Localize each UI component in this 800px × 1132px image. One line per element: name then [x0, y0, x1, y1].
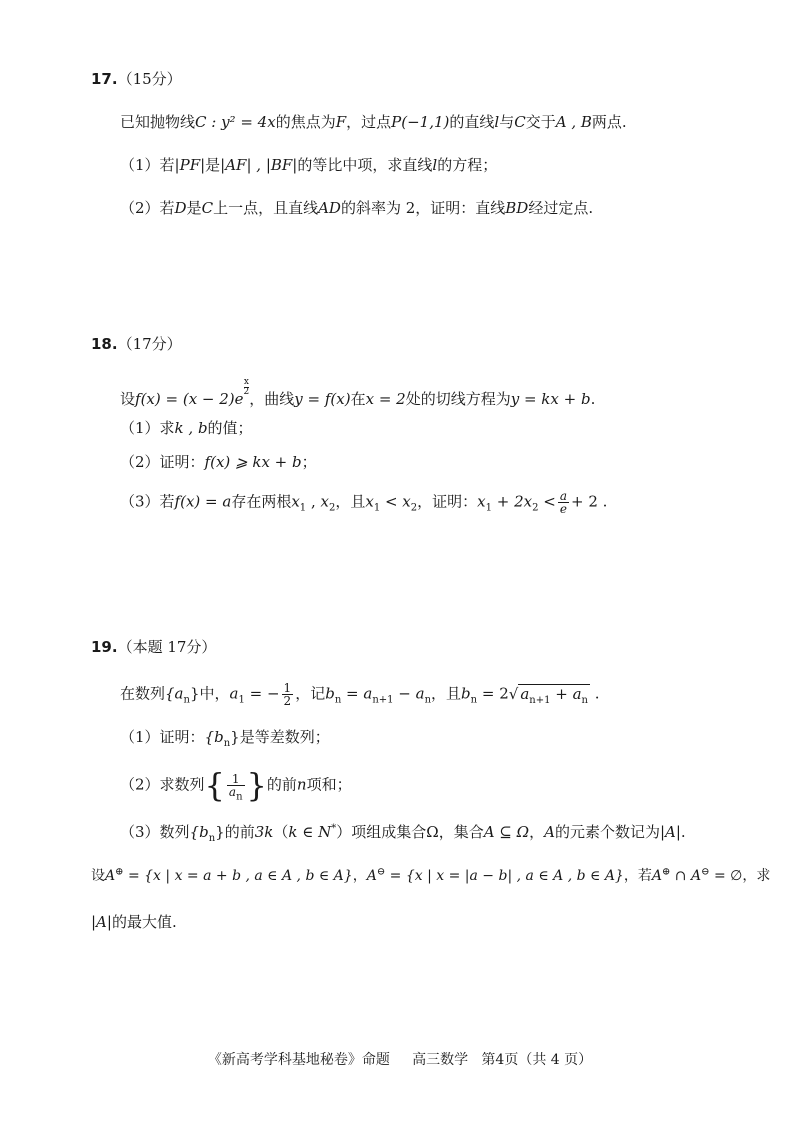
q17-p2-line-bd: BD — [505, 199, 529, 217]
q17-p2-text-a: （2）若 — [120, 199, 175, 217]
q18-p2-text-b: ； — [301, 453, 317, 471]
q18-p3-proof-lt: < — [538, 492, 556, 511]
q18-p1-kb: k , b — [174, 419, 208, 437]
q19-bn-sub: n — [334, 694, 342, 706]
q17-p2-text-b: 是 — [186, 199, 202, 217]
q19-rad-a: a — [520, 684, 530, 703]
q19-p1-seq-close: } — [230, 728, 240, 746]
q19-p3-cap-a: A — [651, 868, 662, 884]
q18-p3-root-x1-sub: 1 — [299, 502, 307, 514]
q18-p3-root-x1: x — [291, 492, 300, 511]
q19-bn2-eq: = 2 — [477, 684, 509, 703]
q18-p3-order-x1: x — [365, 492, 374, 511]
q19-p3-cap-a-sup: ⊕ — [661, 866, 671, 878]
q19-p3-l2-text-c: ，若 — [623, 868, 652, 884]
q18-p3-fraction-num: a — [559, 489, 567, 503]
q19-p3-a-plus-def: = {x | x = a + b , a ∈ A , b ∈ A} — [123, 868, 353, 884]
q19-a1-eq: = − — [244, 684, 280, 703]
q18-p3-proof-2x2: + 2x — [492, 492, 533, 511]
q19-p3-a-minus-sup: ⊖ — [376, 866, 386, 878]
q19-stem-text-d: ，且 — [431, 684, 462, 703]
q19-number: 19. — [91, 638, 118, 656]
q17-stem-text-e: 与 — [499, 113, 515, 131]
q17-p1-text-d: 的方程； — [437, 156, 498, 174]
q18-header — [91, 334, 182, 354]
q19-a1: a — [229, 684, 239, 703]
q18-stem-text-a: 设 — [120, 390, 136, 408]
q19-seq-an-close: } — [189, 684, 200, 703]
q18-p3-order-x2-sub: 2 — [410, 502, 418, 514]
q19-p3-k-in-n: k ∈ N — [288, 823, 332, 841]
q17-p2-curve-c: C — [201, 199, 214, 217]
q17-part-2 — [120, 198, 593, 218]
q19-p3-star: * — [331, 823, 337, 834]
q19-bn-eq: = a — [341, 684, 373, 703]
q17-p1-text-c: 的等比中项，求直线 — [297, 156, 433, 174]
q19-p3-seq-close: } — [215, 823, 225, 841]
q19-part-3 — [120, 822, 686, 842]
q17-p2-line-ad: AD — [318, 199, 341, 217]
q18-part-1 — [120, 418, 253, 438]
q19-p3-abs-a: |A| — [659, 823, 681, 841]
q17-part-1 — [120, 155, 497, 175]
q19-p3-text-f: ， — [529, 823, 545, 841]
q17-stem-text-g: 两点. — [591, 113, 627, 131]
q19-half-fraction — [282, 682, 294, 707]
q18-x-equals-2: x = 2 — [365, 390, 406, 408]
q19-half-num: 1 — [283, 681, 292, 695]
q18-p1-text-b: 的值； — [207, 419, 253, 437]
q18-p3-less-than: < — [380, 492, 403, 511]
q18-p3-proof-x1: x — [477, 492, 486, 511]
q19-p2-den-sub: n — [236, 791, 243, 803]
q19-p3-l2-text-b: ， — [352, 868, 367, 884]
q17-stem-text-d: 的直线 — [449, 113, 495, 131]
q17-p2-text-d: 的斜率为 2，证明：直线 — [340, 199, 506, 217]
q19-p2-brace-open: { — [204, 766, 225, 805]
q19-bn-eq-sub: n+1 — [372, 694, 394, 706]
q18-curve: y = f(x) — [294, 390, 351, 408]
q19-p3-l2-text-a: 设 — [91, 868, 105, 884]
q17-stem-text-b: 的焦点为 — [275, 113, 336, 131]
q19-p3-text-d: ）项组成集合 — [336, 823, 427, 841]
q19-p3-text-e: ，集合 — [438, 823, 484, 841]
q19-bn2: b — [461, 684, 471, 703]
q18-tangent-eq: y = kx + b — [510, 390, 591, 408]
q18-exponent-den: 2 — [243, 387, 250, 397]
q17-stem-text-a: 已知抛物线 — [120, 113, 196, 131]
q18-p3-f-equals-a: f(x) = a — [174, 492, 232, 511]
q19-p2-text-b: 的前 — [266, 775, 297, 794]
q19-half-den: 2 — [283, 694, 292, 708]
q19-header — [91, 637, 216, 657]
q17-stem-text-f: 交于 — [525, 113, 556, 131]
q19-stem — [120, 682, 600, 707]
q17-header — [91, 69, 182, 89]
q18-score: （17分） — [117, 335, 182, 353]
q19-p3-seq-sub: n — [208, 833, 216, 844]
q19-p3-text-h: . — [680, 823, 686, 841]
q18-p2-inequality: f(x) ⩾ kx + b — [204, 453, 302, 471]
q19-stem-text-e: . — [589, 684, 600, 703]
q18-stem-text-e: . — [590, 390, 596, 408]
q19-p3-text-g: 的元素个数记为 — [554, 823, 660, 841]
q19-p3-set-a: A — [544, 823, 555, 841]
q18-stem-text-c: 在 — [350, 390, 366, 408]
q19-seq-an-sub: n — [183, 694, 190, 706]
q19-bn-minus-sub: n — [424, 694, 432, 706]
q19-p1-text-a: （1）证明： — [120, 728, 205, 746]
q17-parabola-eq: C : y² = 4x — [195, 113, 276, 131]
q18-p3-root-x2: x — [320, 492, 329, 511]
q18-p3-root-x2-sub: 2 — [328, 502, 336, 514]
q19-part-3-line-3 — [91, 912, 177, 932]
q18-number: 18. — [91, 335, 118, 353]
q19-sqrt: √ $a_{n+1} + a_n$ — [508, 684, 588, 706]
q19-p1-seq: {b — [204, 728, 224, 746]
q19-p3-cap-end: = ∅ — [709, 868, 743, 884]
q19-p2-brace-close: } — [246, 766, 267, 805]
q19-p3-l2-text-d: ，求 — [742, 868, 771, 884]
q17-p1-text-b: 是 — [205, 156, 221, 174]
q17-score: （15分） — [117, 70, 182, 88]
q19-a1-sub: 1 — [238, 694, 245, 706]
q19-p3-omega: Ω — [426, 823, 439, 841]
q18-p3-comma: , — [306, 492, 321, 511]
q19-p3-3k: 3k — [254, 823, 274, 841]
q17-points-ab: A , B — [555, 113, 592, 131]
q19-p3-a-minus-def: = {x | x = |a − b| , a ∈ A , b ∈ A} — [385, 868, 624, 884]
q19-score: （本题 17分） — [117, 638, 217, 656]
q19-p2-fraction-den — [227, 785, 245, 803]
q18-p1-text-a: （1）求 — [120, 419, 175, 437]
q17-p1-af-bf: |AF| , |BF| — [220, 156, 298, 174]
q18-stem-text-b: ，曲线 — [249, 390, 295, 408]
q18-p3-text-a: （3）若 — [120, 492, 175, 511]
q18-stem — [120, 378, 595, 409]
q17-p2-text-e: 经过定点. — [528, 199, 594, 217]
q19-part-2 — [120, 766, 352, 805]
q19-p3-cap-b-sup: ⊖ — [701, 866, 710, 878]
q19-p3-text-c: （ — [273, 823, 289, 841]
q19-p2-fraction-num: 1 — [227, 773, 245, 786]
q18-p3-proof-2x2-sub: 2 — [532, 502, 539, 514]
q18-stem-text-d: 处的切线方程为 — [405, 390, 511, 408]
q19-rad-plus: + a — [550, 684, 582, 703]
q19-bn2-sub: n — [470, 694, 478, 706]
q19-p2-n: n — [296, 775, 307, 794]
q19-p3-l3-abs-a: |A| — [91, 913, 112, 931]
q19-p1-seq-sub: n — [223, 738, 231, 749]
q19-p3-l3-text-b: 的最大值. — [111, 913, 177, 931]
q18-p3-fraction — [558, 490, 569, 515]
q19-p3-a-plus: A — [105, 868, 116, 884]
q18-p2-text-a: （2）证明： — [120, 453, 205, 471]
q18-p3-fraction-den: e — [559, 502, 567, 516]
q17-stem-text-c: ，过点 — [346, 113, 392, 131]
q17-stem — [120, 112, 627, 132]
q19-bn: b — [325, 684, 335, 703]
q18-p3-order-x2: x — [402, 492, 411, 511]
page-footer: 《新高考学科基地秘卷》命题 高三数学 第4页（共 4 页） — [207, 1052, 593, 1068]
q19-part-3-line-2 — [91, 866, 770, 886]
q19-p3-a-plus-sup: ⊕ — [115, 866, 124, 878]
q18-part-2 — [120, 452, 317, 472]
q19-stem-text-b: 中， — [199, 684, 230, 703]
q19-seq-an: {a — [165, 684, 184, 703]
q18-p3-proof-x1-sub: 1 — [485, 502, 492, 514]
q17-curve-c: C — [514, 113, 526, 131]
q19-p2-den-a: a — [228, 785, 237, 799]
q19-p3-subset: A ⊆ Ω — [483, 823, 530, 841]
q19-p1-text-b: 是等差数列； — [239, 728, 330, 746]
q18-p3-text-d: ，证明： — [417, 492, 478, 511]
q19-bn-minus: − a — [393, 684, 425, 703]
q19-stem-text-c: ，记 — [295, 684, 326, 703]
q19-stem-text-a: 在数列 — [120, 684, 166, 703]
q17-p2-point-d: D — [174, 199, 187, 217]
q19-rad-plus-sub: n — [581, 694, 588, 706]
q19-p3-text-b: 的前 — [224, 823, 255, 841]
q17-p1-text-a: （1）若 — [120, 156, 175, 174]
q17-number: 17. — [91, 70, 118, 88]
q19-p3-cap: ∩ A — [670, 868, 702, 884]
q17-p2-text-c: 上一点，且直线 — [213, 199, 319, 217]
q19-p2-text-c: 项和； — [306, 775, 352, 794]
q17-p1-line-l: l — [432, 156, 438, 174]
q17-focus: F — [335, 113, 347, 131]
q19-p3-seq: {b — [189, 823, 209, 841]
q19-p3-a-minus: A — [366, 868, 377, 884]
q19-p2-text-a: （2）求数列 — [120, 775, 205, 794]
q19-p2-fraction — [227, 772, 245, 803]
q18-p3-order-x1-sub: 1 — [373, 502, 381, 514]
q18-p3-text-b: 存在两根 — [231, 492, 292, 511]
q19-p3-text-a: （3）数列 — [120, 823, 190, 841]
q19-rad-a-sub: n+1 — [529, 694, 551, 706]
q18-p3-proof-plus2: + 2 . — [570, 492, 608, 511]
q19-part-1 — [120, 727, 330, 747]
q19-radicand — [518, 684, 590, 706]
q18-function-def: f(x) = (x − 2)e — [135, 390, 244, 408]
q18-p3-text-c: ，且 — [335, 492, 366, 511]
q17-p1-pf: |PF| — [174, 156, 206, 174]
q17-point-p: P(−1,1) — [391, 113, 450, 131]
q18-part-3 — [120, 490, 607, 515]
q17-line-l: l — [494, 113, 500, 131]
q18-exponent-num: x — [243, 377, 249, 387]
